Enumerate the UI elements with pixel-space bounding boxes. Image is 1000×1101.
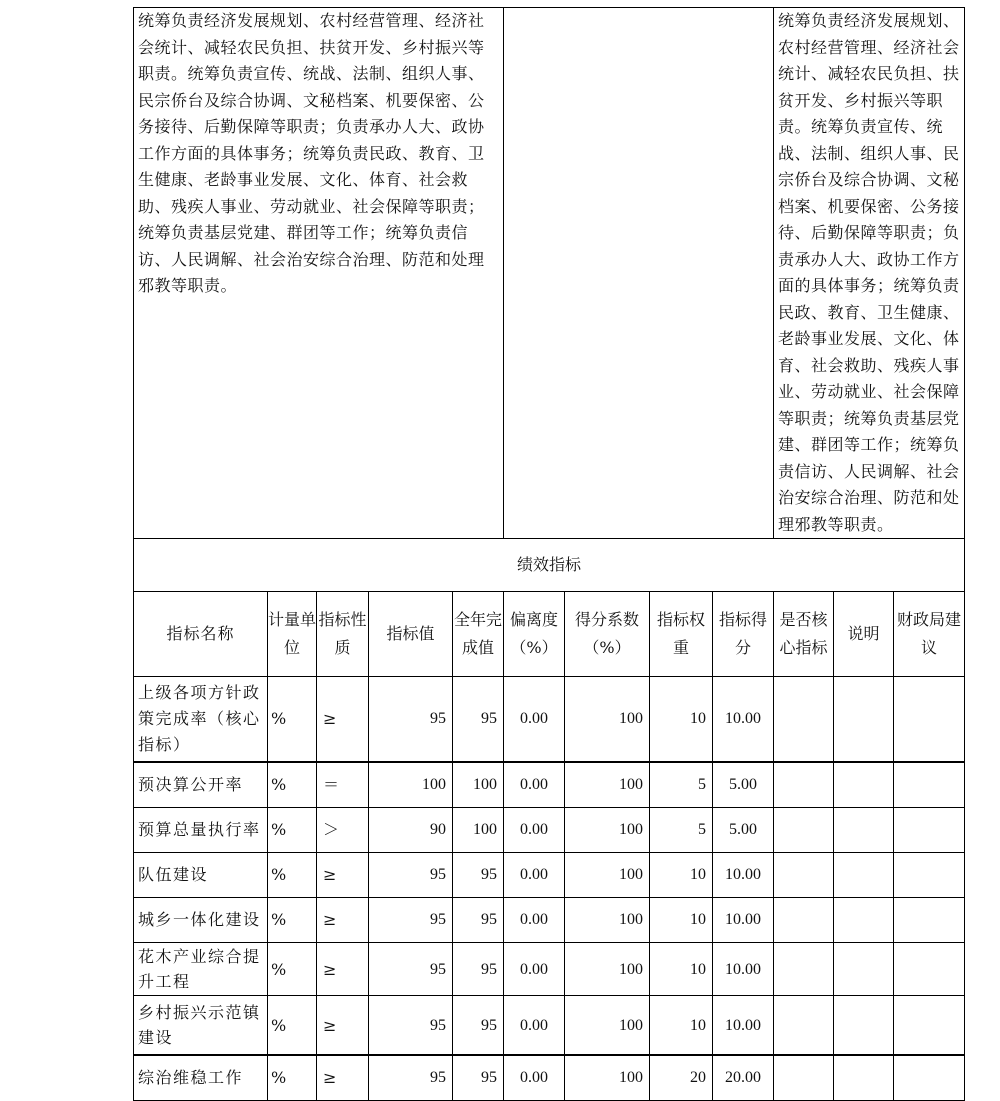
row-unit: % xyxy=(268,762,317,808)
row-score: 20.00 xyxy=(713,1055,774,1101)
row-core xyxy=(774,943,834,996)
row-unit: % xyxy=(268,943,317,996)
row-nature: ＞ xyxy=(317,808,369,853)
row-core xyxy=(774,808,834,853)
row-weight: 10 xyxy=(650,677,713,763)
row-coef: 100 xyxy=(565,898,650,943)
row-value: 95 xyxy=(369,943,453,996)
row-weight: 20 xyxy=(650,1055,713,1101)
row-nature: ≥ xyxy=(317,898,369,943)
header-name: 指标名称 xyxy=(134,592,268,677)
row-unit: % xyxy=(268,677,317,763)
row-name: 队伍建设 xyxy=(134,853,268,898)
header-unit: 计量单位 xyxy=(268,592,317,677)
description-right-text: 统筹负责经济发展规划、农村经营管理、经济社会统计、减轻农民负担、扶贫开发、乡村振兴等职责。统筹负责宣传、统战、法制、组织人事、民宗侨台及综合协调、文秘档案、机要保密、公务接待、后勤保障等职责；负责承办人大、政协工作方面的具体事务；统筹负责民政、教育、卫生健康、老龄事业发展、文化、体育、社会救助、残疾人事业、劳动就业、社会保障等职责；统筹负责基层党建、群团等工作；统筹负责信访、人民调解、社会治安综合治理、防范和处理邪教等职责。 xyxy=(778,11,960,534)
row-weight: 10 xyxy=(650,943,713,996)
row-unit: % xyxy=(268,808,317,853)
row-coef: 100 xyxy=(565,677,650,763)
header-nature: 指标性质 xyxy=(317,592,369,677)
row-score: 10.00 xyxy=(713,943,774,996)
row-name: 城乡一体化建设 xyxy=(134,898,268,943)
table-row xyxy=(134,943,965,996)
header-core: 是否核心指标 xyxy=(774,592,834,677)
row-score: 10.00 xyxy=(713,898,774,943)
row-core xyxy=(774,898,834,943)
row-score: 10.00 xyxy=(713,677,774,763)
header-weight: 指标权重 xyxy=(650,592,713,677)
row-advice xyxy=(894,943,965,996)
row-note xyxy=(834,677,894,763)
row-note xyxy=(834,943,894,996)
row-actual: 95 xyxy=(453,898,504,943)
row-value: 100 xyxy=(369,762,453,808)
row-note xyxy=(834,853,894,898)
row-note xyxy=(834,898,894,943)
row-value: 95 xyxy=(369,677,453,763)
row-actual: 95 xyxy=(453,1055,504,1101)
row-value: 90 xyxy=(369,808,453,853)
row-coef: 100 xyxy=(565,808,650,853)
description-middle-cell xyxy=(504,8,774,539)
header-note: 说明 xyxy=(834,592,894,677)
row-advice xyxy=(894,677,965,763)
row-nature: ≥ xyxy=(317,677,369,763)
header-score: 指标得分 xyxy=(713,592,774,677)
row-advice xyxy=(894,898,965,943)
row-core xyxy=(774,853,834,898)
row-name: 预算总量执行率 xyxy=(134,808,268,853)
row-score: 5.00 xyxy=(713,808,774,853)
row-name: 综治维稳工作 xyxy=(134,1055,268,1101)
row-note xyxy=(834,1055,894,1101)
row-advice xyxy=(894,762,965,808)
row-value: 95 xyxy=(369,996,453,1056)
row-note xyxy=(834,762,894,808)
table-row xyxy=(134,1055,965,1101)
row-deviation: 0.00 xyxy=(504,762,565,808)
row-actual: 95 xyxy=(453,996,504,1056)
row-score: 5.00 xyxy=(713,762,774,808)
performance-table xyxy=(133,7,965,1101)
row-deviation: 0.00 xyxy=(504,898,565,943)
row-core xyxy=(774,996,834,1056)
description-left-text: 统筹负责经济发展规划、农村经营管理、经济社会统计、减轻农民负担、扶贫开发、乡村振兴等职责。统筹负责宣传、统战、法制、组织人事、民宗侨台及综合协调、文秘档案、机要保密、公务接待、后勤保障等职责；负责承办人大、政协工作方面的具体事务；统筹负责民政、教育、卫生健康、老龄事业发展、文化、体育、社会救助、残疾人事业、劳动就业、社会保障等职责；统筹负责基层党建、群团等工作；统筹负责信访、人民调解、社会治安综合治理、防范和处理邪教等职责。 xyxy=(138,11,485,295)
header-row xyxy=(134,592,965,677)
row-coef: 100 xyxy=(565,996,650,1056)
row-weight: 5 xyxy=(650,762,713,808)
row-weight: 10 xyxy=(650,996,713,1056)
row-name: 乡村振兴示范镇建设 xyxy=(134,996,268,1056)
row-nature: ≥ xyxy=(317,853,369,898)
table-row xyxy=(134,677,965,763)
row-value: 95 xyxy=(369,853,453,898)
row-name: 花木产业综合提升工程 xyxy=(134,943,268,996)
header-value: 指标值 xyxy=(369,592,453,677)
row-coef: 100 xyxy=(565,943,650,996)
row-nature: ＝ xyxy=(317,762,369,808)
row-actual: 95 xyxy=(453,943,504,996)
row-actual: 100 xyxy=(453,762,504,808)
row-advice xyxy=(894,1055,965,1101)
row-deviation: 0.00 xyxy=(504,677,565,763)
table-row xyxy=(134,996,965,1056)
description-left-cell xyxy=(134,8,504,539)
row-value: 95 xyxy=(369,898,453,943)
row-value: 95 xyxy=(369,1055,453,1101)
row-deviation: 0.00 xyxy=(504,943,565,996)
table-row xyxy=(134,853,965,898)
table-row xyxy=(134,808,965,853)
row-nature: ≥ xyxy=(317,996,369,1056)
row-weight: 5 xyxy=(650,808,713,853)
row-core xyxy=(774,677,834,763)
row-advice xyxy=(894,853,965,898)
row-deviation: 0.00 xyxy=(504,1055,565,1101)
header-advice: 财政局建议 xyxy=(894,592,965,677)
row-note xyxy=(834,996,894,1056)
row-deviation: 0.00 xyxy=(504,853,565,898)
row-coef: 100 xyxy=(565,1055,650,1101)
row-deviation: 0.00 xyxy=(504,996,565,1056)
row-unit: % xyxy=(268,996,317,1056)
row-nature: ≥ xyxy=(317,1055,369,1101)
row-core xyxy=(774,1055,834,1101)
row-weight: 10 xyxy=(650,853,713,898)
header-coef: 得分系数（%） xyxy=(565,592,650,677)
header-actual: 全年完成值 xyxy=(453,592,504,677)
section-title-row xyxy=(134,539,965,592)
row-name: 上级各项方针政策完成率（核心指标） xyxy=(134,677,268,763)
row-actual: 95 xyxy=(453,677,504,763)
row-nature: ≥ xyxy=(317,943,369,996)
row-actual: 95 xyxy=(453,853,504,898)
row-note xyxy=(834,808,894,853)
row-coef: 100 xyxy=(565,853,650,898)
description-right-cell xyxy=(774,8,965,539)
table-row xyxy=(134,762,965,808)
section-title: 绩效指标 xyxy=(134,539,965,592)
header-deviation: 偏离度（%） xyxy=(504,592,565,677)
row-deviation: 0.00 xyxy=(504,808,565,853)
row-weight: 10 xyxy=(650,898,713,943)
row-core xyxy=(774,762,834,808)
table-row xyxy=(134,898,965,943)
row-score: 10.00 xyxy=(713,996,774,1056)
row-unit: % xyxy=(268,853,317,898)
row-score: 10.00 xyxy=(713,853,774,898)
row-advice xyxy=(894,808,965,853)
row-name: 预决算公开率 xyxy=(134,762,268,808)
row-unit: % xyxy=(268,1055,317,1101)
row-unit: % xyxy=(268,898,317,943)
description-row xyxy=(134,8,965,539)
row-actual: 100 xyxy=(453,808,504,853)
row-advice xyxy=(894,996,965,1056)
row-coef: 100 xyxy=(565,762,650,808)
performance-table-frame xyxy=(133,7,964,1087)
